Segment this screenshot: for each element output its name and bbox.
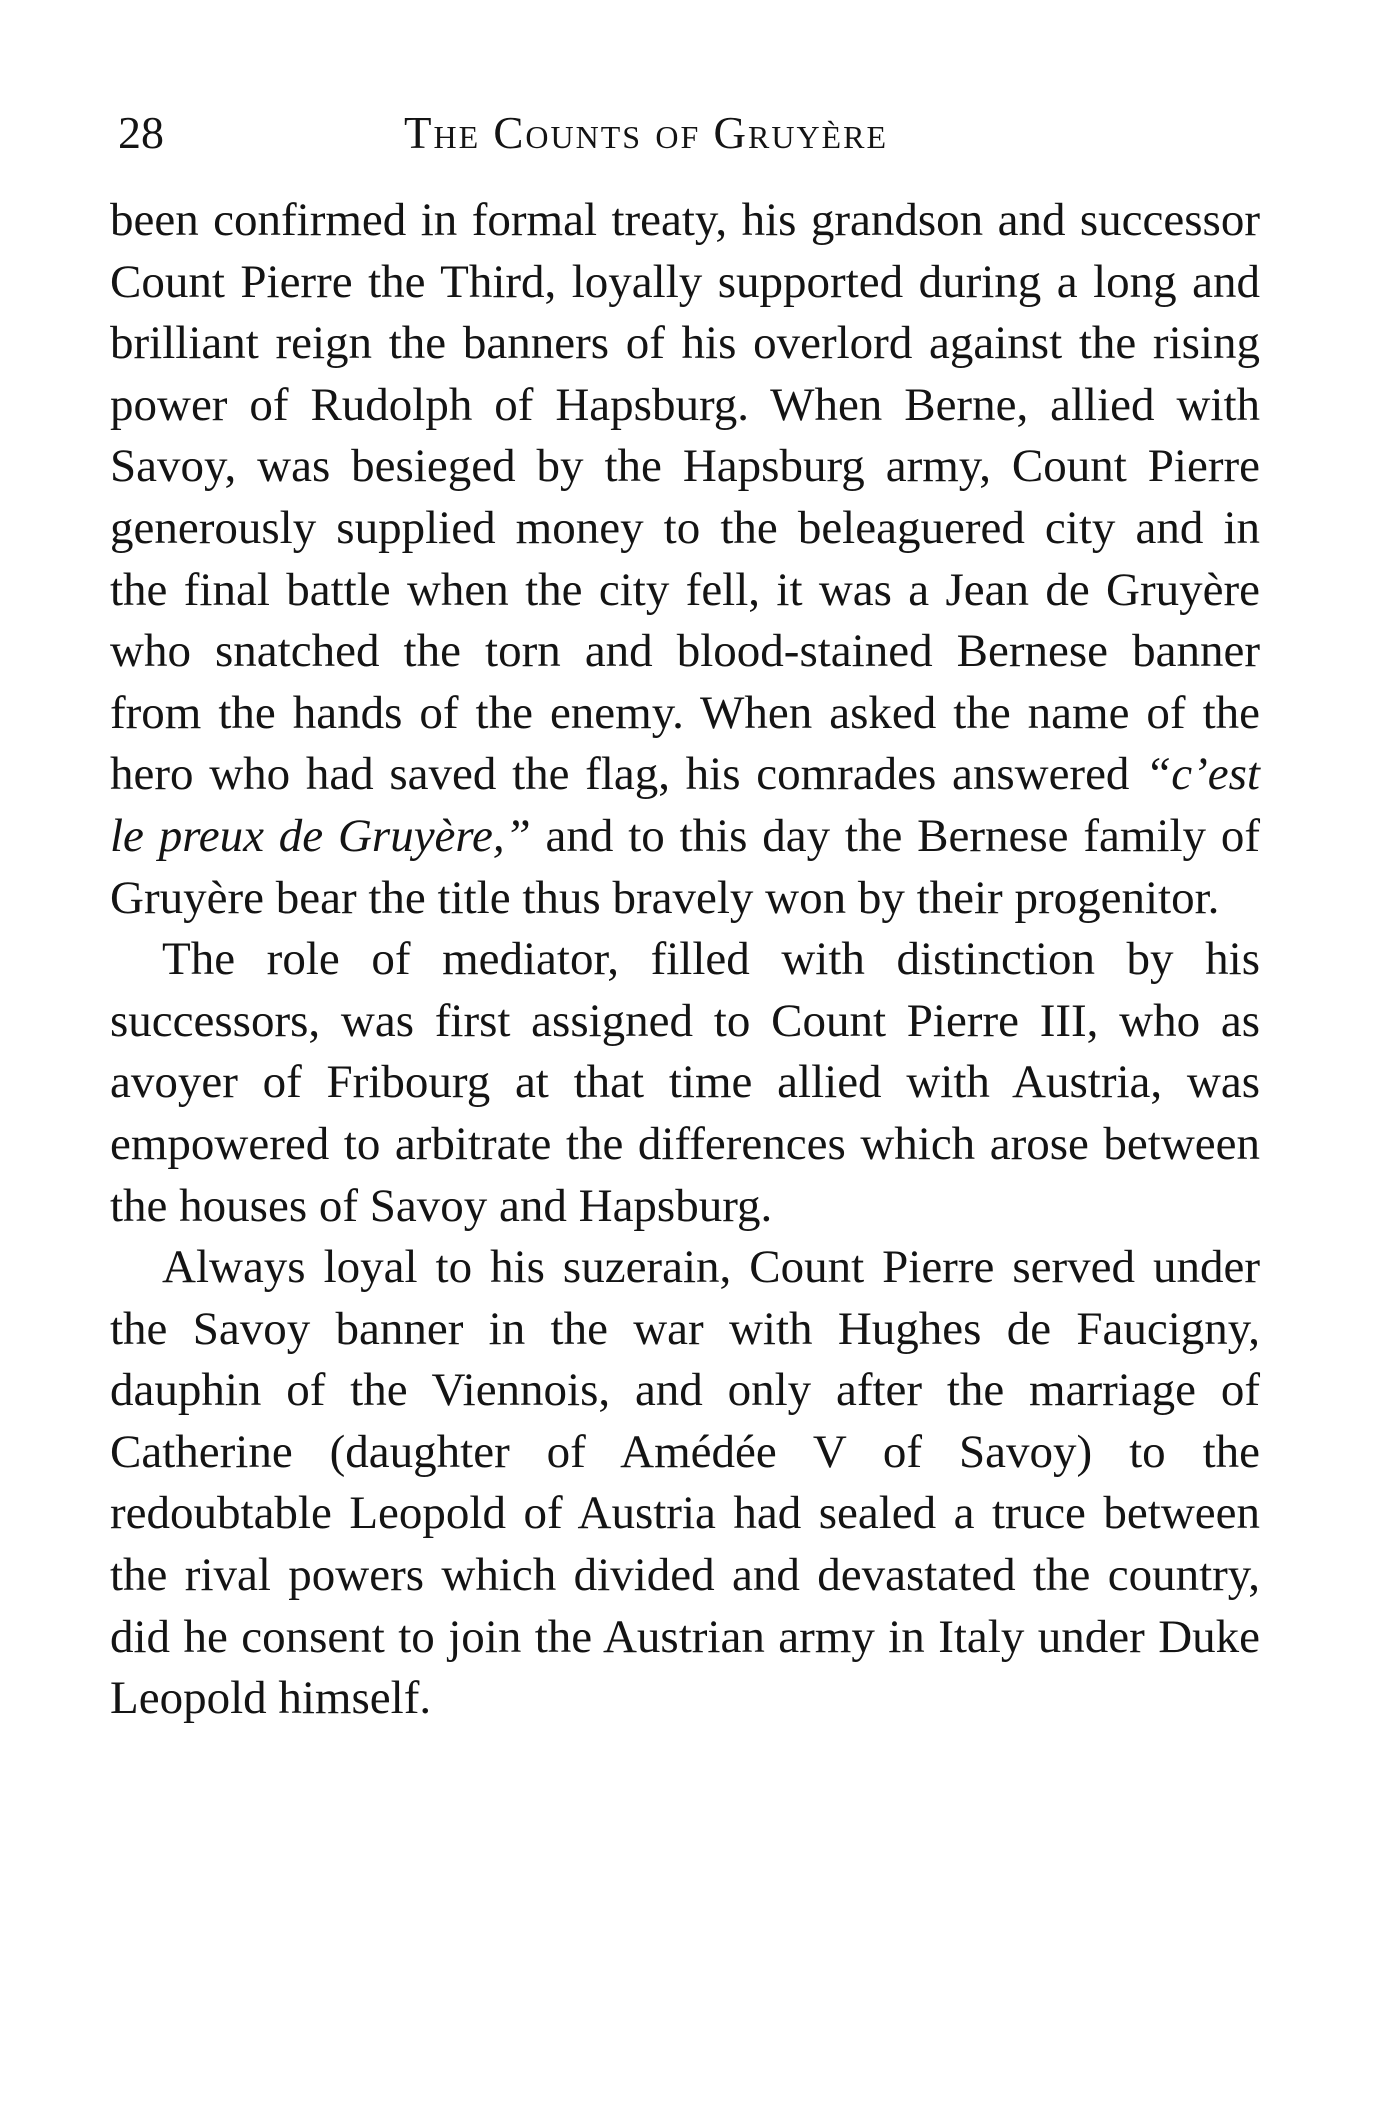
- paragraph-1-text-start: been confirmed in formal treaty, his grandson and successor Count Pierre the Third, loyally supported during a long and brilliant reign the banners of his overlord against the rising power of Rudolph of Hapsburg. When Berne, allied with Savoy, was besieged by the Hapsburg army, Count Pierre generously supplied money to the beleaguered city and in the final battle when the city fell, it was a Jean de Gruyère who snatched the torn and blood-stained Bernese banner from the hands of the enemy. When asked the name of the hero who had saved the flag, his comrades answered: [110, 194, 1260, 801]
- paragraph-2: The role of mediator, filled with distinction by his successors, was first assigned to Count Pierre III, who as avoyer of Fribourg at that time allied with Austria, was empowered to arbitrate the differences which arose between the houses of Savoy and Hapsburg.: [110, 933, 1260, 1232]
- running-title: The Counts of Gruyère: [404, 108, 888, 158]
- body-text: [110, 190, 1260, 1730]
- paragraph-1-text-end: and to this day the Bernese family of Gruyère bear the title thus bravely won by their progenitor.: [110, 809, 1260, 924]
- french-quotation: “c’est le preux de Gruyère,”: [110, 748, 1260, 862]
- page-number: 28: [118, 107, 164, 158]
- running-head: [118, 98, 1263, 168]
- paragraph-1: [110, 190, 1260, 929]
- paragraph-3: Always loyal to his suzerain, Count Pierre served under the Savoy banner in the war with Hughes de Faucigny, dauphin of the Viennois, and only after the marriage of Catherine (daughter of Amédée V of Savoy) to the redoubtable Leopold of Austria had sealed a truce between the rival powers which divided and devastated the country, did he consent to join the Austrian army in Italy under Duke Leopold himself.: [110, 1241, 1260, 1725]
